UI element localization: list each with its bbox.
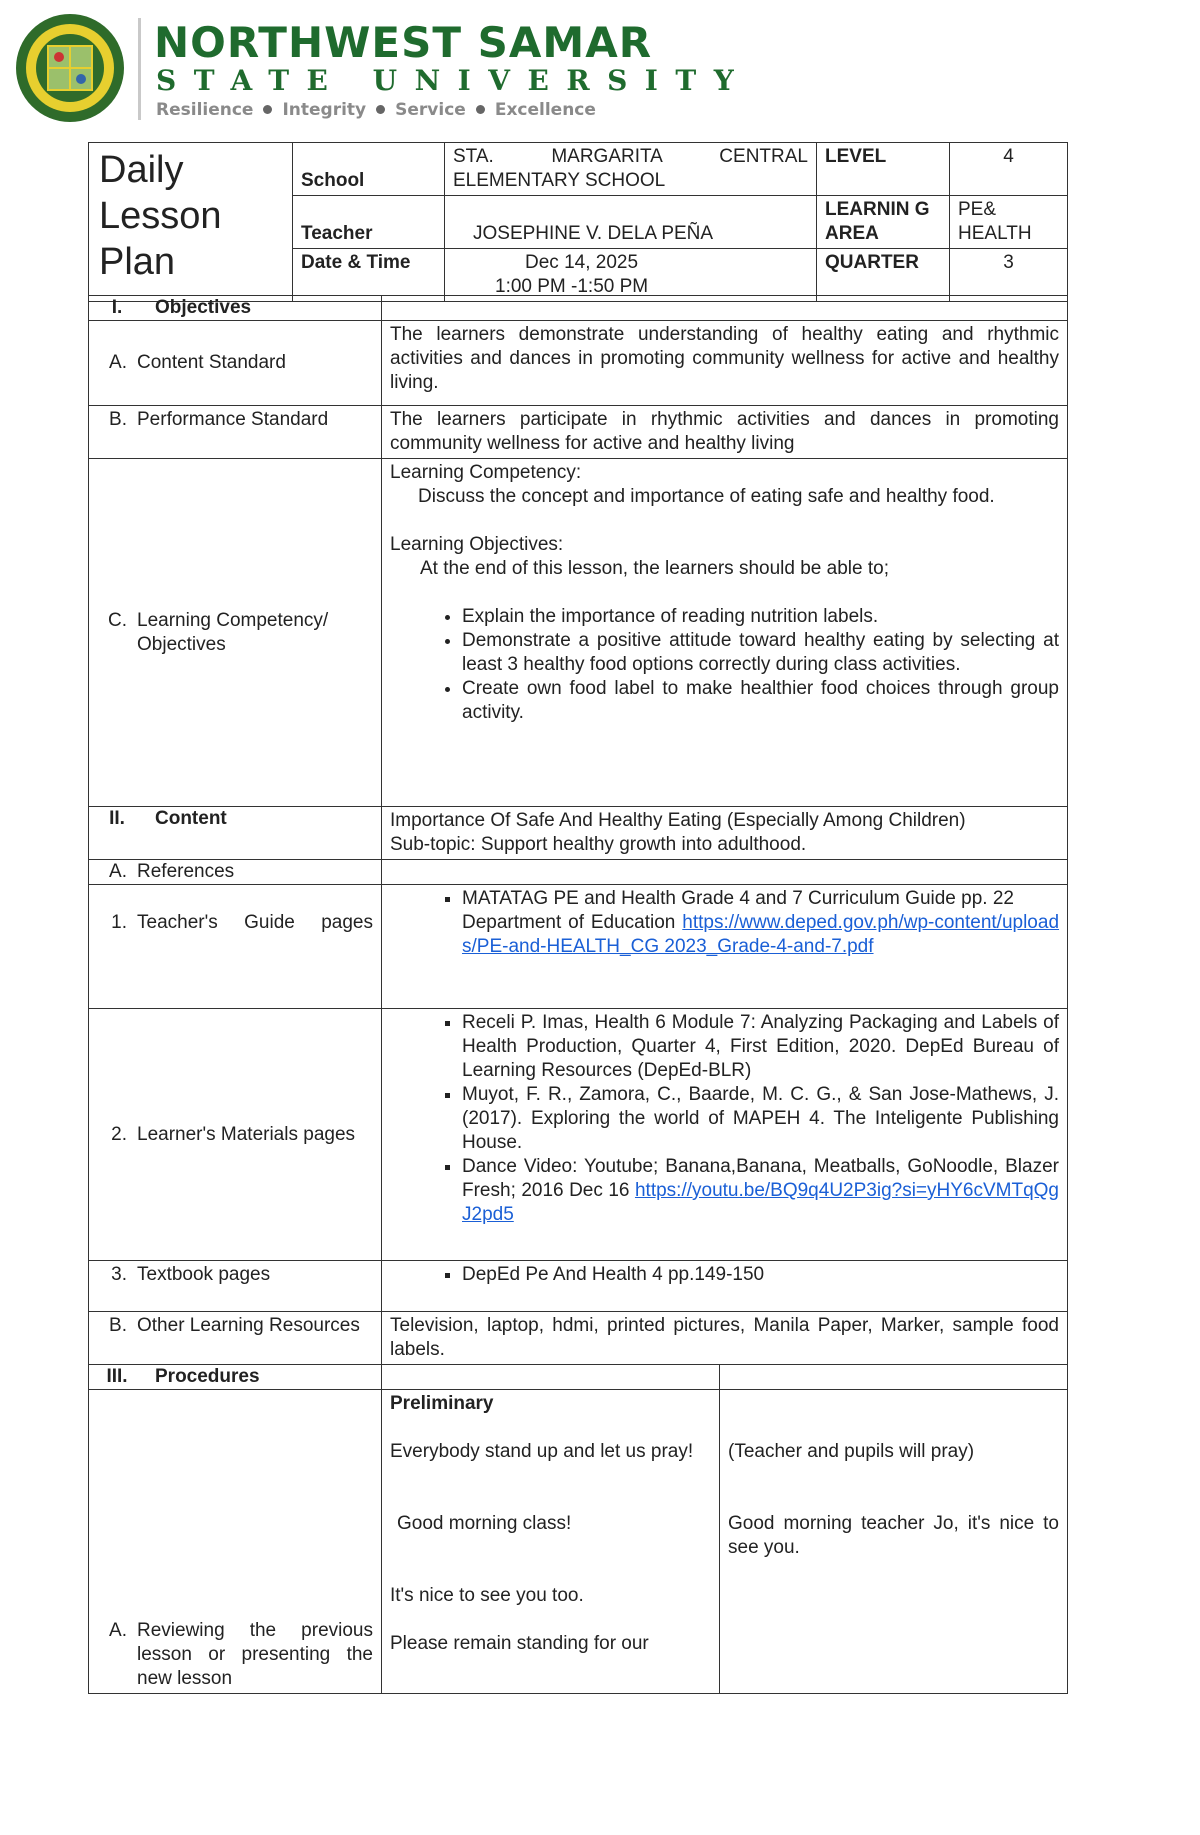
textbook-content [382,1261,1068,1312]
list-item: ▪ Receli P. Imas, Health 6 Module 7: Analyzing Packaging and Labels of Health Production, Quarter 4, First Edition, 2020. DepEd Bureau of Learning Resources (DepEd-BLR) [462,1011,1059,1083]
empty-cell [720,1365,1068,1390]
teacher-value: JOSEPHINE V. DELA PEÑA [445,196,817,249]
teachers-guide-label: 1. Teacher's Guide pages [89,885,382,1009]
level-value: 4 [950,143,1068,196]
school-label: School [293,143,445,196]
quarter-label: QUARTER [817,249,950,302]
bullet-icon [263,105,272,114]
empty-cell [382,1365,720,1390]
content-standard-row [89,321,1068,406]
teacher-line: Good morning class! [397,1513,572,1534]
date-time-label: Date & Time [293,249,445,302]
references-row [89,860,1068,885]
learning-competency-label: C. Learning Competency/ Objectives [89,459,382,807]
other-resources-text: Television, laptop, hdmi, printed pictures, Manila Paper, Marker, sample food labels. [382,1312,1068,1365]
references-label: A. References [89,860,382,885]
motto-word: Integrity [282,100,367,120]
lesson-body-table [88,295,1068,1694]
header-divider [138,18,141,120]
content-row [89,807,1068,860]
list-item: • Demonstrate a positive attitude toward healthy eating by selecting at least 3 healthy food options correctly during class activities. [462,629,1059,677]
competency-text: Discuss the concept and importance of eating safe and healthy food. [418,486,995,507]
other-resources-row [89,1312,1068,1365]
school-value: STA. MARGARITA CENTRAL ELEMENTARY SCHOOL [445,143,817,196]
university-header [14,12,752,122]
learners-materials-content [382,1009,1068,1261]
review-lesson-label: A. Reviewing the previous lesson or presenting the new lesson [89,1390,382,1694]
competency-heading: Learning Competency: [390,462,582,483]
curriculum-guide-link[interactable]: https://www.deped.gov.ph/wp-content/uploads/PE-and-HEALTH_CG 2023_Grade-4-and-7.pdf [462,912,1060,957]
preliminary-heading: Preliminary [390,1393,494,1414]
learning-area-label: LEARNIN G AREA [817,196,950,249]
performance-standard-row [89,406,1068,459]
teachers-guide-list [390,887,1059,959]
bullet-icon [476,105,485,114]
content-text [382,807,1068,860]
level-label: LEVEL [817,143,950,196]
content-standard-label: A. Content Standard [89,321,382,406]
other-resources-label: B. Other Learning Resources [89,1312,382,1365]
teacher-activity [382,1390,720,1694]
textbook-label: 3. Textbook pages [89,1261,382,1312]
list-item: ▪ Muyot, F. R., Zamora, C., Baarde, M. C. G., & San Jose-Mathews, J. (2017). Exploring the world of MAPEH 4. The Inteligente Publishing House. [462,1083,1059,1155]
pupil-line: (Teacher and pupils will pray) [728,1441,975,1462]
teacher-line: Everybody stand up and let us pray! [390,1441,694,1462]
deped-label: Department of Education [462,912,676,933]
learning-competency-row [89,459,1068,807]
date-value: Dec 14, 2025 [525,252,639,273]
list-item: ▪ DepEd Pe And Health 4 pp.149-150 [462,1263,1059,1287]
empty-cell [382,860,1068,885]
learners-materials-list [390,1011,1059,1227]
motto-word: Excellence [494,100,596,120]
content-standard-text: The learners demonstrate understanding of healthy eating and rhythmic activities and dances in promoting community wellness for active and healthy living. [382,321,1068,406]
performance-standard-label: B. Performance Standard [89,406,382,459]
content-subtopic: Sub-topic: Support healthy growth into adulthood. [390,834,807,855]
motto-word: Resilience [156,100,254,120]
procedures-section-row [89,1365,1068,1390]
learners-materials-row [89,1009,1068,1261]
list-item: • Explain the importance of reading nutrition labels. [462,605,1059,629]
performance-standard-text: The learners participate in rhythmic activities and dances in promoting community wellness for active and healthy living [382,406,1068,459]
learning-competency-content [382,459,1068,807]
title-line: Plan [99,241,176,283]
teacher-label: Teacher [293,196,445,249]
list-item: ▪ MATATAG PE and Health Grade 4 and 7 Curriculum Guide pp. 22 Department of Education https://www.deped.gov.ph/wp-content/uploads/PE-and-HEALTH_CG 2023_Grade-4-and-7.pdf [462,887,1059,959]
textbook-list [390,1263,1059,1287]
time-value: 1:00 PM -1:50 PM [495,276,649,297]
textbook-row [89,1261,1068,1312]
title-line: Daily [99,149,184,191]
pupil-activity [720,1390,1068,1694]
objectives-section-row [89,296,1068,321]
learners-materials-label: 2. Learner's Materials pages [89,1009,382,1261]
learning-area-value: PE& HEALTH [950,196,1068,249]
content-heading: II. Content [89,807,382,860]
lesson-plan-title [89,143,293,302]
motto-word: Service [395,100,466,120]
lesson-info-table [88,142,1068,302]
title-line: Lesson [99,195,222,237]
dance-video-link[interactable]: https://youtu.be/BQ9q4U2P3ig?si=yHY6cVMTqQgJ2pd5 [462,1180,1059,1225]
review-lesson-row [89,1390,1068,1694]
teacher-line: It's nice to see you too. [390,1585,584,1606]
objectives-intro: At the end of this lesson, the learners should be able to; [420,558,889,579]
teachers-guide-content [382,885,1068,1009]
pupil-line: Good morning teacher Jo, it's nice to see you. [728,1513,1059,1558]
empty-cell [382,296,1068,321]
procedures-heading: III. Procedures [89,1365,382,1390]
objectives-heading: I. Objectives [89,296,382,321]
university-seal-icon [14,12,126,124]
university-name: NORTHWEST SAMAR [154,18,653,67]
date-time-value [445,249,817,302]
bullet-icon [376,105,385,114]
list-item: ▪ Dance Video: Youtube; Banana,Banana, Meatballs, GoNoodle, Blazer Fresh; 2016 Dec 16 https://youtu.be/BQ9q4U2P3ig?si=yHY6cVMTqQgJ2pd5 [462,1155,1059,1227]
teachers-guide-row [89,885,1068,1009]
content-topic: Importance Of Safe And Healthy Eating (Especially Among Children) [390,810,966,831]
objectives-list [390,605,1059,725]
teacher-line: Please remain standing for our [390,1633,649,1654]
university-subtitle: STATE UNIVERSITY [156,64,752,97]
objectives-heading-text: Learning Objectives: [390,534,564,555]
list-item: • Create own food label to make healthier food choices through group activity. [462,677,1059,725]
quarter-value: 3 [950,249,1068,302]
university-motto [156,100,596,120]
